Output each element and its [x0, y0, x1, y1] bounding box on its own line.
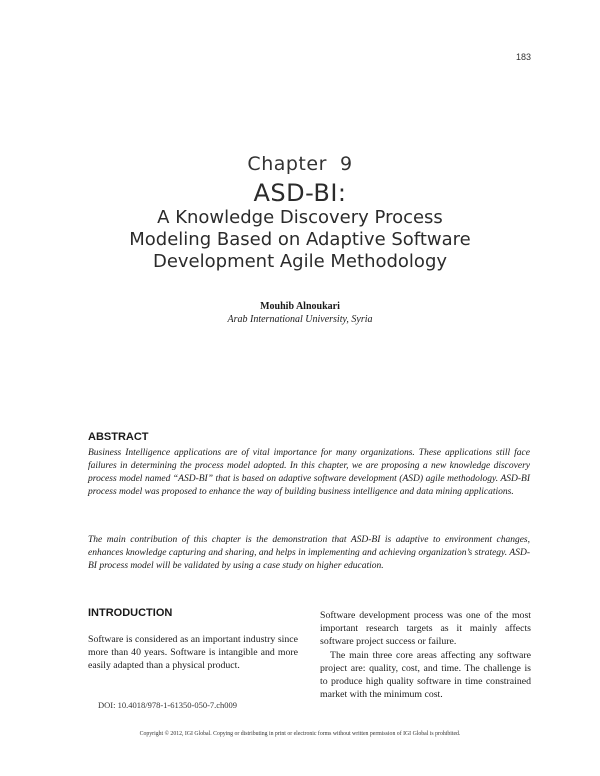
subtitle-line: Modeling Based on Adaptive Software [129, 229, 471, 250]
abstract-heading: ABSTRACT [88, 431, 149, 443]
copyright-notice: Copyright © 2012, IGI Global. Copying or distributing in print or electronic forms without written permission of IGI Global is prohibited. [139, 731, 461, 737]
author-name: Mouhib Alnoukari [260, 301, 340, 312]
introduction-paragraph: The main three core areas affecting any software project are: quality, cost, and time. The challenge is to produce high quality software in time constrained market with the minimum cost. [320, 650, 531, 700]
abstract-paragraph: Business Intelligence applications are of vital importance for many organizations. These applications still face failures in determining the process model adopted. In this chapter, we are proposing a new knowledge discovery process model named “ASD-BI” that is based on adaptive software development (ASD) agile methodology. ASD-BI process model was proposed to enhance the way of building business intelligence and data mining applications. [88, 448, 530, 497]
introduction-paragraph: Software is considered as an important industry since more than 40 years. Software is intangible and more easily adapted than a physical product. [88, 634, 298, 671]
author-affiliation: Arab International University, Syria [227, 314, 373, 325]
page-number: 183 [515, 52, 531, 62]
introduction-heading: INTRODUCTION [88, 607, 173, 619]
chapter-subtitle [0, 207, 600, 273]
subtitle-line: A Knowledge Discovery Process [157, 207, 443, 228]
introduction-paragraph: Software development process was one of the most important research targets as it mainly affects software project success or failure. [320, 610, 531, 647]
chapter-title: ASD-BI: [253, 179, 347, 207]
abstract-paragraph: The main contribution of this chapter is the demonstration that ASD-BI is adaptive to environment changes, enhances knowledge capturing and sharing, and helps in implementing and achieving organization’s strategy. ASD-BI process model will be validated by using a case study on higher education. [88, 535, 530, 571]
doi-line: DOI: 10.4018/978-1-61350-050-7.ch009 [98, 700, 238, 710]
chapter-label: Chapter 9 [247, 153, 353, 175]
subtitle-line: Development Agile Methodology [152, 251, 448, 272]
